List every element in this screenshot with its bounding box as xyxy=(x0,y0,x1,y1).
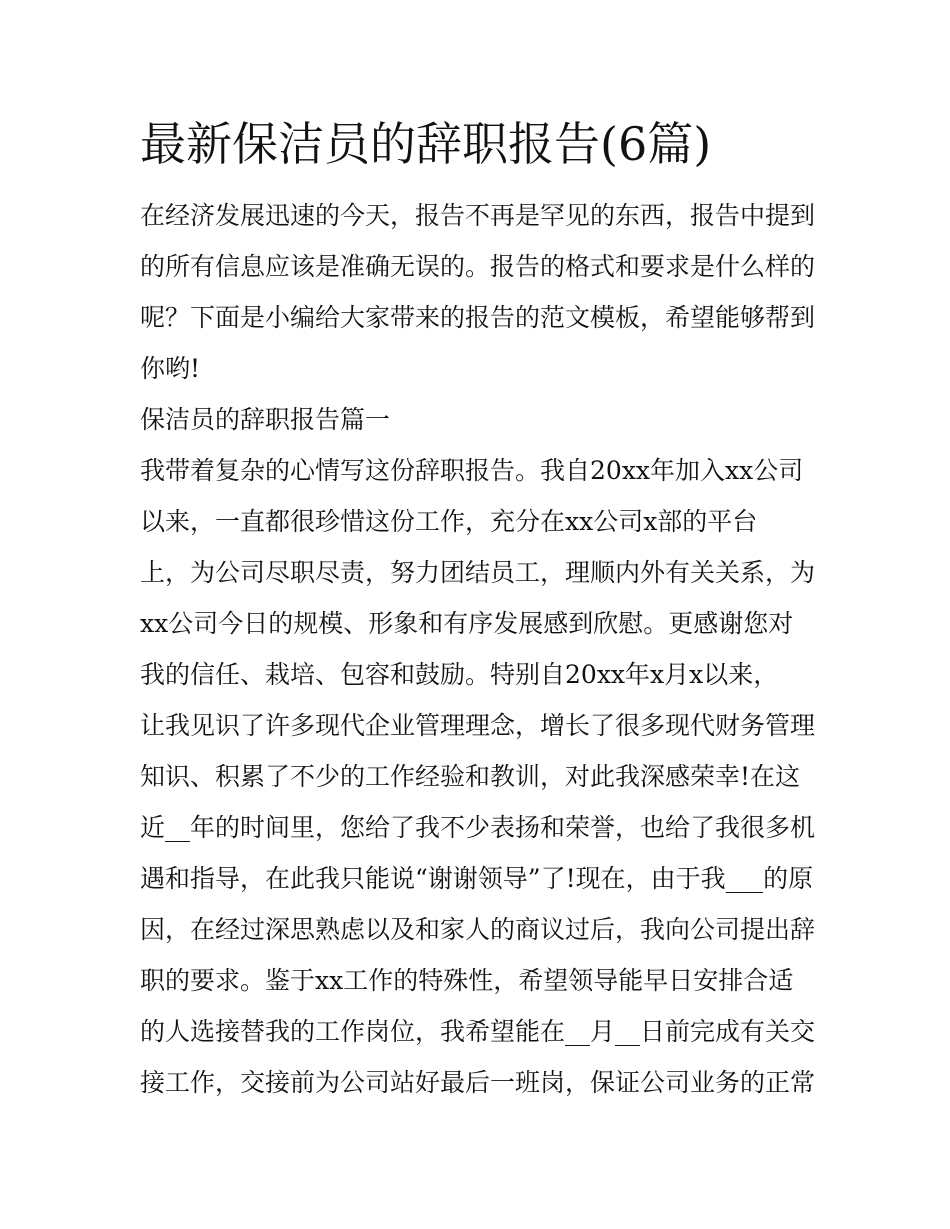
body-line: 以来，一直都很珍惜这份工作，充分在xx公司x部的平台 xyxy=(140,507,758,536)
body-line: 上，为公司尽职尽责，努力团结员工，理顺内外有关关系，为 xyxy=(140,558,816,587)
body-line: 知识、积累了不少的工作经验和教训，对此我深感荣幸!在这 xyxy=(140,762,801,791)
intro-line: 你哟! xyxy=(140,354,201,383)
body-line: 的人选接替我的工作岗位，我希望能在__月__日前完成有关交 xyxy=(140,1017,816,1046)
body-line: 接工作，交接前为公司站好最后一班岗，保证公司业务的正常 xyxy=(140,1068,816,1097)
section-heading: 保洁员的辞职报告篇一 xyxy=(140,405,391,434)
document-title: 最新保洁员的辞职报告(6篇) xyxy=(140,117,712,171)
body-line: 职的要求。鉴于xx工作的特殊性，希望领导能早日安排合适 xyxy=(140,966,794,995)
body-line: 近__年的时间里，您给了我不少表扬和荣誉，也给了我很多机 xyxy=(140,813,816,842)
body-line: 遇和指导，在此我只能说“谢谢领导”了!现在，由于我___的原 xyxy=(140,864,814,893)
intro-line: 在经济发展迅速的今天，报告不再是罕见的东西，报告中提到 xyxy=(140,201,816,230)
body-line: 因，在经过深思熟虑以及和家人的商议过后，我向公司提出辞 xyxy=(140,915,816,944)
intro-line: 的所有信息应该是准确无误的。报告的格式和要求是什么样的 xyxy=(140,252,816,281)
body-line: 我带着复杂的心情写这份辞职报告。我自20xx年加入xx公司 xyxy=(140,456,804,485)
document-page xyxy=(140,112,820,1108)
intro-line: 呢？下面是小编给大家带来的报告的范文模板，希望能够帮到 xyxy=(140,303,816,332)
body-line: 我的信任、栽培、包容和鼓励。特别自20xx年x月x以来， xyxy=(140,660,779,689)
body-line: xx公司今日的规模、形象和有序发展感到欣慰。更感谢您对 xyxy=(140,609,794,638)
body-line: 让我见识了许多现代企业管理理念，增长了很多现代财务管理 xyxy=(140,711,816,740)
